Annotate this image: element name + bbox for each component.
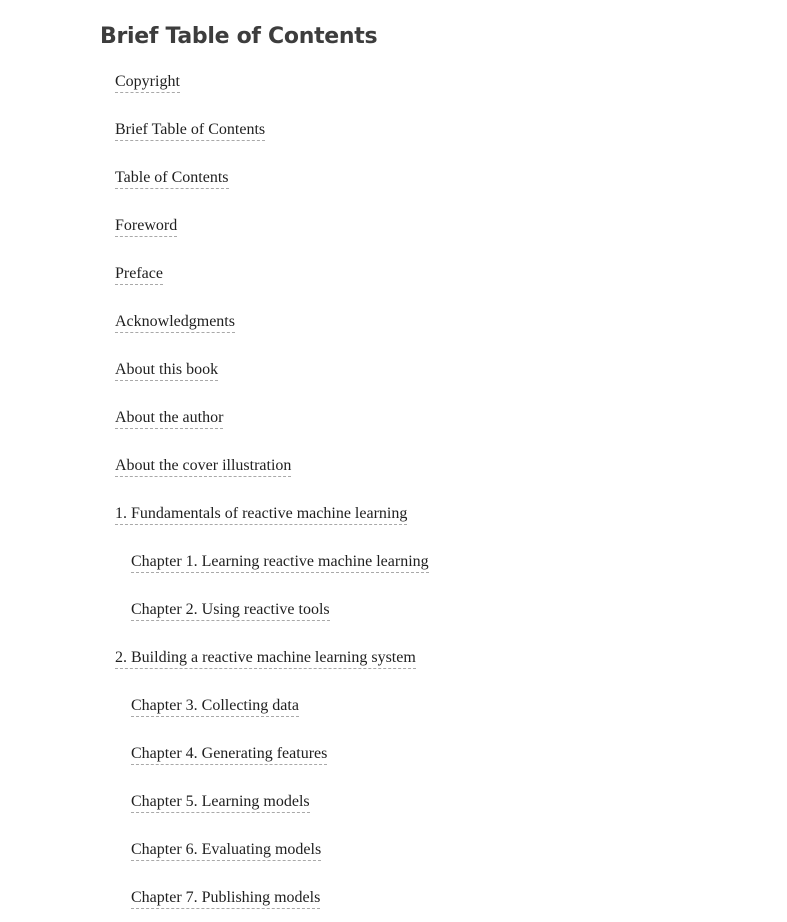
toc-link-copyright[interactable]: Copyright [115,72,180,93]
toc-link-chapter-6[interactable]: Chapter 6. Evaluating models [131,840,321,861]
toc-link-brief-table-of-contents[interactable]: Brief Table of Contents [115,120,265,141]
toc-link-chapter-1[interactable]: Chapter 1. Learning reactive machine learning [131,552,429,573]
toc-link-chapter-3[interactable]: Chapter 3. Collecting data [131,696,299,717]
toc-link-about-the-cover-illustration[interactable]: About the cover illustration [115,456,291,477]
toc-link-chapter-4[interactable]: Chapter 4. Generating features [131,744,327,765]
toc-link-chapter-7[interactable]: Chapter 7. Publishing models [131,888,320,909]
toc-link-acknowledgments[interactable]: Acknowledgments [115,312,235,333]
toc-link-foreword[interactable]: Foreword [115,216,177,237]
page-title: Brief Table of Contents [100,24,378,49]
toc-link-about-the-author[interactable]: About the author [115,408,223,429]
toc-link-about-this-book[interactable]: About this book [115,360,218,381]
toc-link-chapter-5[interactable]: Chapter 5. Learning models [131,792,310,813]
toc-link-part-1[interactable]: 1. Fundamentals of reactive machine learning [115,504,407,525]
toc-link-preface[interactable]: Preface [115,264,163,285]
toc-link-part-2[interactable]: 2. Building a reactive machine learning system [115,648,416,669]
toc-link-chapter-2[interactable]: Chapter 2. Using reactive tools [131,600,330,621]
toc-link-table-of-contents[interactable]: Table of Contents [115,168,229,189]
